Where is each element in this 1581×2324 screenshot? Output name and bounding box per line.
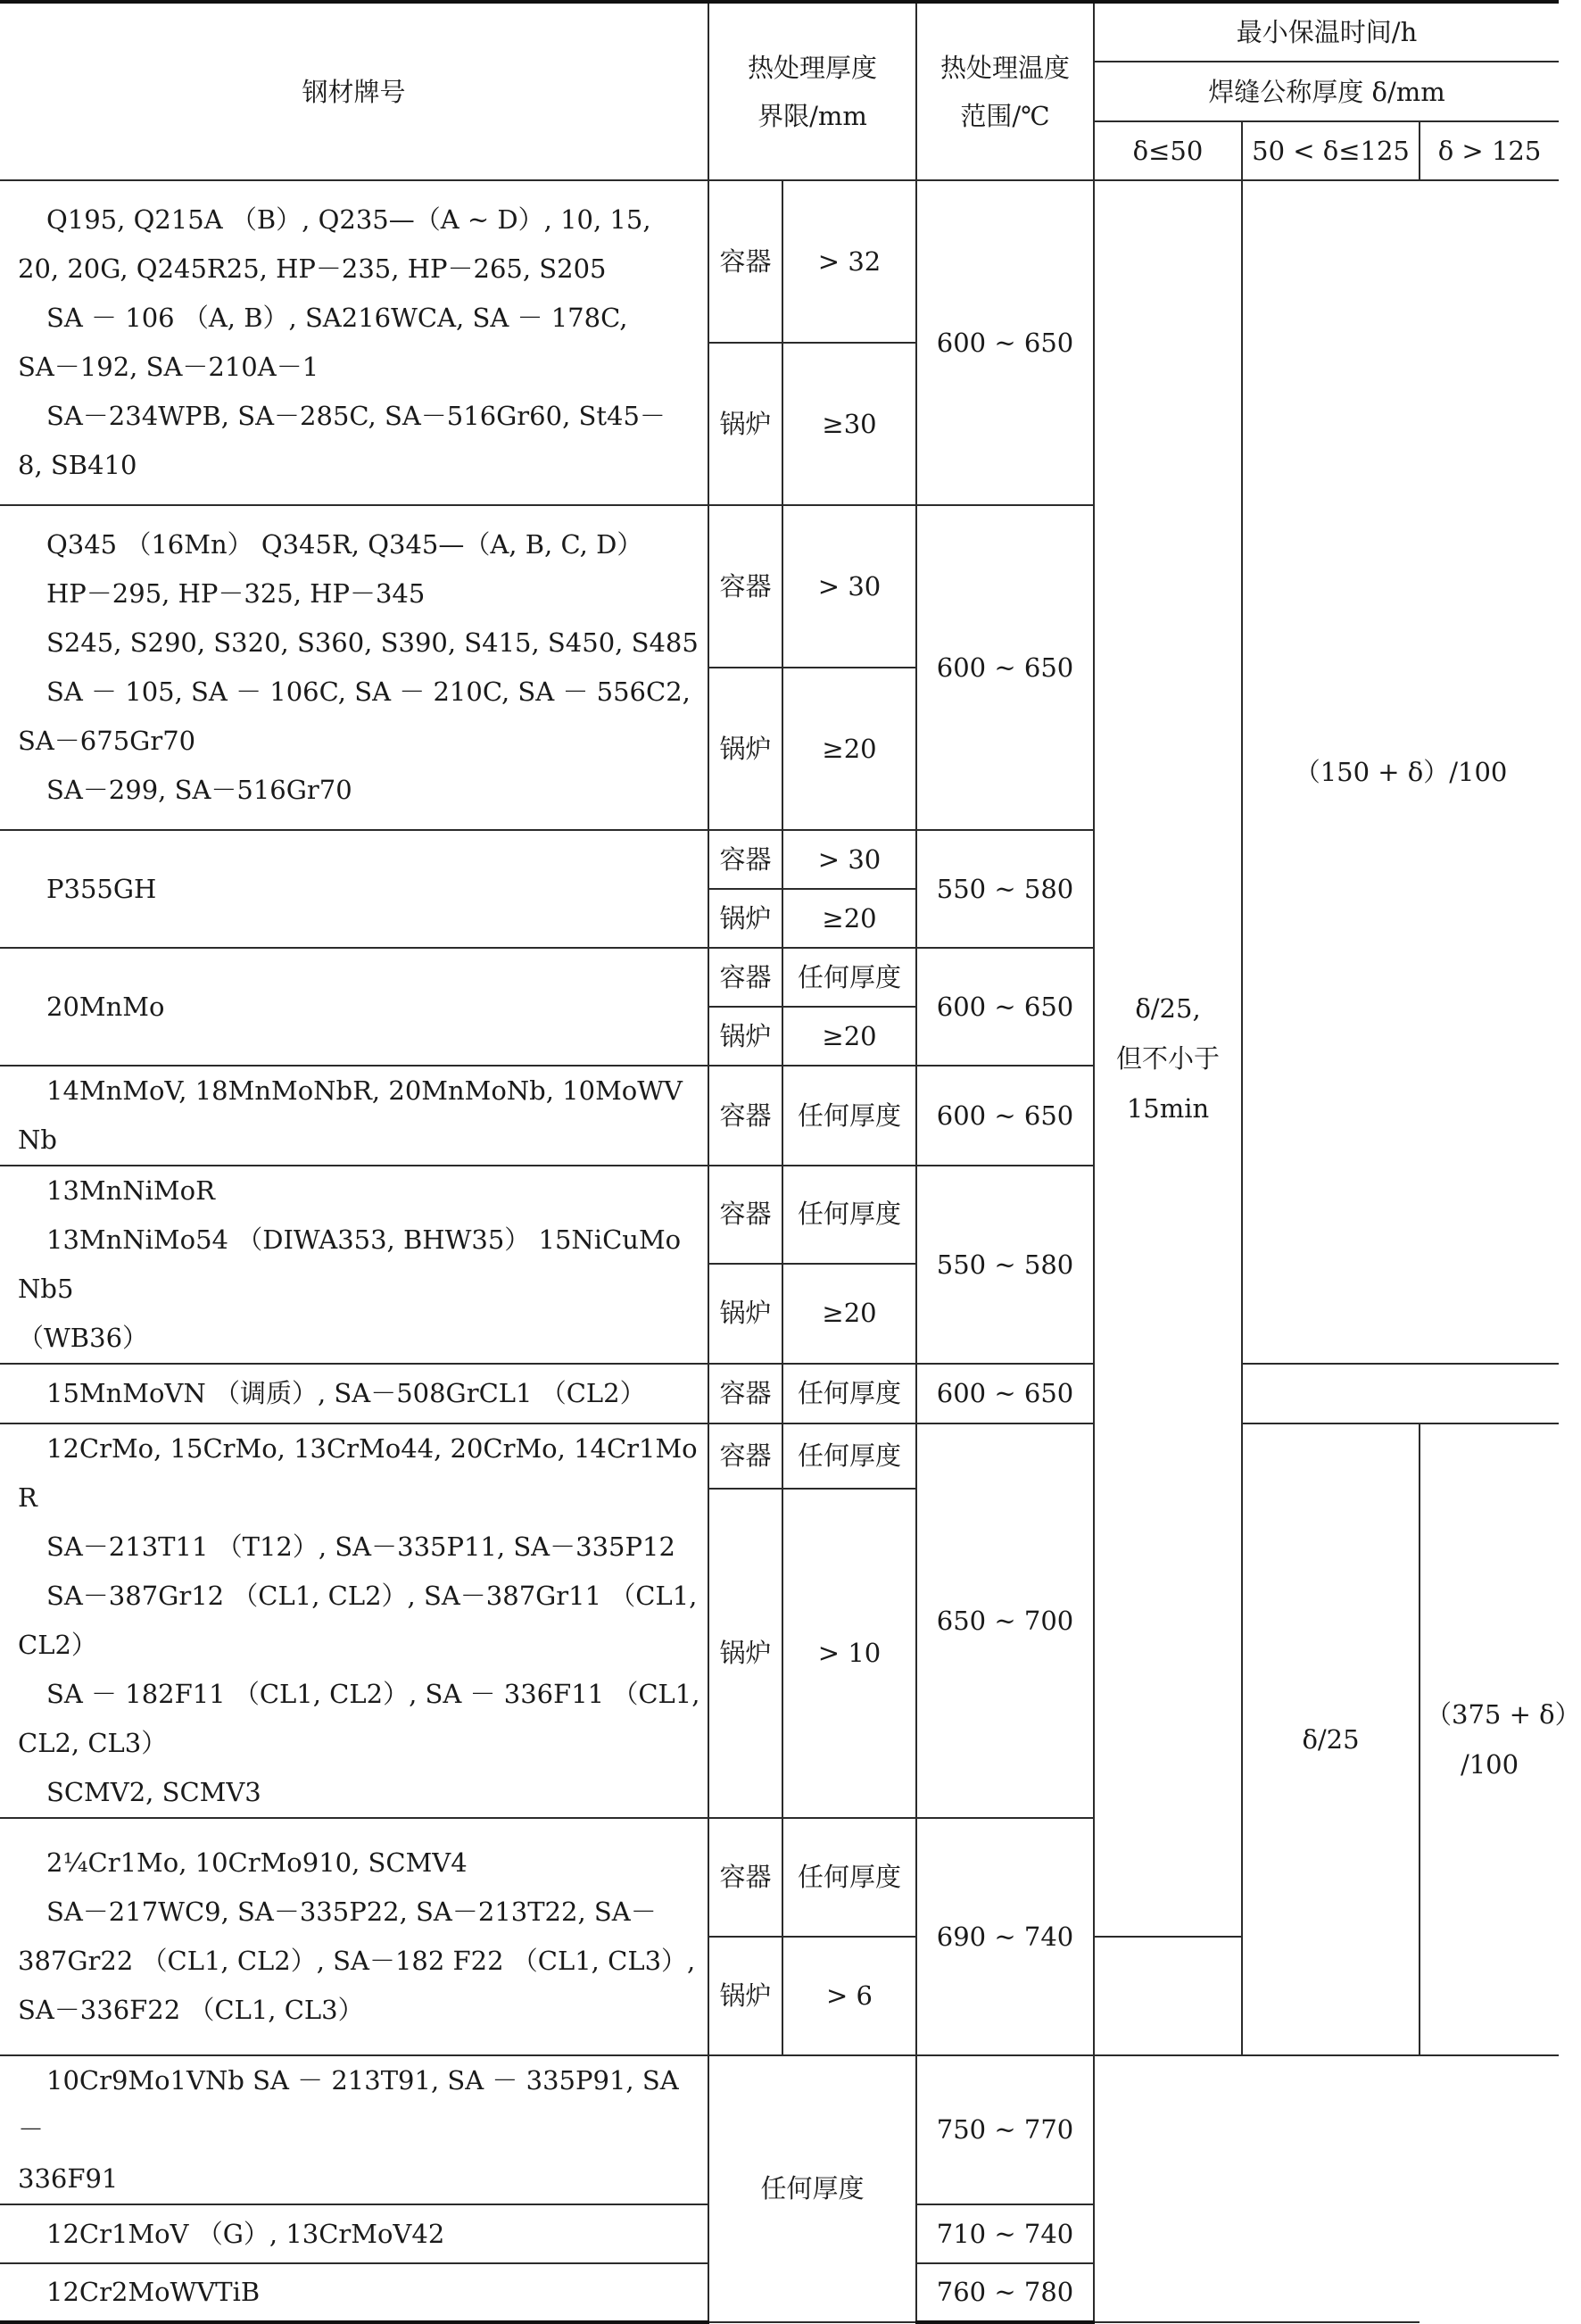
header-col-50-125: 50 < δ≤125	[1242, 121, 1420, 180]
any-thickness-merged: 任何厚度	[708, 2055, 916, 2322]
grade-line: 10Cr9Mo1VNb SA － 213T91, SA － 335P91, SA －	[18, 2065, 679, 2145]
vessel-limit: 任何厚度	[782, 1423, 916, 1489]
header-col-gt125: δ > 125	[1420, 121, 1559, 180]
temp-range-5: 600 ~ 650	[916, 1066, 1094, 1166]
boiler-label: 锅炉	[708, 1264, 782, 1364]
boiler-label: 锅炉	[708, 343, 782, 505]
grade-line: 12CrMo, 15CrMo, 13CrMo44, 20CrMo, 14Cr1MoR	[18, 1433, 698, 1513]
grade-line: SA－675Gr70	[18, 726, 196, 756]
hold-time-group1: （150 + δ）/100	[1242, 180, 1559, 1364]
temp-range-1: 600 ~ 650	[916, 180, 1094, 505]
grade-cell-1	[0, 180, 708, 505]
grade-line: 12Cr1MoV （G）, 13CrMoV42	[46, 2218, 445, 2249]
header-col-le50: δ≤50	[1094, 121, 1242, 180]
grade-line: SA－299, SA－516Gr70	[46, 775, 352, 805]
grade-line: 8, SB410	[18, 450, 137, 480]
temp-range-2: 600 ~ 650	[916, 505, 1094, 830]
grade-cell-12	[0, 2263, 708, 2322]
hold-le50-line1: δ/25,	[1135, 993, 1201, 1024]
grade-line: 20, 20G, Q245R25, HP－235, HP－265, S205	[18, 253, 607, 284]
grade-line: 13MnNiMoR	[46, 1175, 215, 1206]
grade-line: （WB36）	[18, 1323, 149, 1353]
grade-line: Q195, Q215A （B）, Q235—（A ~ D）, 10, 15,	[46, 204, 651, 235]
grade-cell-3	[0, 830, 708, 948]
grade-line: SA－234WPB, SA－285C, SA－516Gr60, St45－	[46, 401, 666, 431]
grade-line: SA－336F22 （CL1, CL3）	[18, 1995, 364, 2025]
header-temp-line2: 范围/℃	[960, 100, 1050, 131]
grade-cell-5	[0, 1066, 708, 1166]
grade-line: CL2, CL3）	[18, 1728, 168, 1758]
vessel-label: 容器	[708, 948, 782, 1007]
vessel-label: 容器	[708, 830, 782, 889]
grade-line: SCMV2, SCMV3	[46, 1777, 261, 1807]
grade-line: Q345 （16Mn） Q345R, Q345—（A, B, C, D）	[46, 529, 643, 560]
header-thickness-line2: 界限/mm	[757, 100, 867, 131]
boiler-label: 锅炉	[708, 1007, 782, 1066]
boiler-limit: ≥20	[782, 1264, 916, 1364]
vessel-limit: 任何厚度	[782, 1818, 916, 1937]
grade-line: HP－295, HP－325, HP－345	[46, 578, 426, 609]
boiler-limit: ≥20	[782, 1007, 916, 1066]
grade-line: SA－217WC9, SA－335P22, SA－213T22, SA－	[46, 1897, 657, 1927]
grade-cell-4	[0, 948, 708, 1066]
hold-time-le50	[1094, 180, 1242, 1937]
grade-line: 14MnMoV, 18MnMoNbR, 20MnMoNb, 10MoWVNb	[18, 1075, 683, 1155]
header-thickness-limit	[708, 2, 916, 180]
boiler-limit: > 10	[782, 1489, 916, 1818]
hold-le50-line2: 但不小于	[1116, 1043, 1221, 1074]
vessel-label: 容器	[708, 180, 782, 343]
grade-line: 2¼Cr1Mo, 10CrMo910, SCMV4	[46, 1847, 468, 1878]
boiler-label: 锅炉	[708, 668, 782, 830]
grade-line: 13MnNiMo54 （DIWA353, BHW35） 15NiCuMoNb5	[18, 1224, 682, 1304]
grade-cell-9	[0, 1818, 708, 2055]
hold-time-bottom-right	[1094, 2055, 1420, 2322]
grade-line: SA － 106 （A, B）, SA216WCA, SA － 178C,	[46, 303, 628, 333]
boiler-limit: ≥30	[782, 343, 916, 505]
temp-range-3: 550 ~ 580	[916, 830, 1094, 948]
vessel-label: 容器	[708, 1364, 782, 1423]
temp-range-4: 600 ~ 650	[916, 948, 1094, 1066]
boiler-label: 锅炉	[708, 1937, 782, 2055]
grade-line: CL2）	[18, 1630, 97, 1660]
hold-time-group2-50-125: δ/25	[1242, 1423, 1420, 2055]
vessel-limit: 任何厚度	[782, 1364, 916, 1423]
temp-range-6: 550 ~ 580	[916, 1166, 1094, 1364]
hold-le50-line3: 15min	[1126, 1093, 1210, 1124]
grade-line: 20MnMo	[46, 991, 165, 1022]
vessel-limit: > 30	[782, 505, 916, 668]
grade-line: SA － 105, SA － 106C, SA － 210C, SA － 556C2,	[46, 676, 691, 707]
vessel-label: 容器	[708, 1166, 782, 1264]
vessel-label: 容器	[708, 1818, 782, 1937]
vessel-label: 容器	[708, 505, 782, 668]
grade-line: SA－213T11 （T12）, SA－335P11, SA－335P12	[46, 1531, 675, 1562]
boiler-limit: ≥20	[782, 668, 916, 830]
header-grade: 钢材牌号	[0, 2, 708, 180]
boiler-label: 锅炉	[708, 889, 782, 948]
grade-cell-8	[0, 1423, 708, 1818]
temp-range-7: 600 ~ 650	[916, 1364, 1094, 1423]
grade-cell-2	[0, 505, 708, 830]
grade-line: 336F91	[18, 2163, 119, 2194]
header-thickness-line1: 热处理厚度	[748, 52, 878, 83]
temp-range-9: 690 ~ 740	[916, 1818, 1094, 2055]
grade-line: S245, S290, S320, S360, S390, S415, S450, S485	[46, 627, 699, 658]
hold-time-group2-gt125	[1420, 1423, 1581, 2055]
hold-gt125-line2: /100	[1460, 1749, 1519, 1780]
header-temp-line1: 热处理温度	[940, 52, 1071, 83]
vessel-limit: 任何厚度	[782, 948, 916, 1007]
boiler-limit: ≥20	[782, 889, 916, 948]
grade-cell-7	[0, 1364, 708, 1423]
hold-gt125-line1: （375 + δ）	[1426, 1699, 1581, 1730]
grade-line: 15MnMoVN （调质）, SA－508GrCL1 （CL2）	[46, 1378, 646, 1408]
grade-line: SA － 182F11 （CL1, CL2）, SA － 336F11 （CL1,	[46, 1679, 700, 1709]
header-weld-thickness: 焊缝公称厚度 δ/mm	[1094, 62, 1559, 121]
grade-line: SA－387Gr12 （CL1, CL2）, SA－387Gr11 （CL1,	[46, 1581, 698, 1611]
vessel-label: 容器	[708, 1423, 782, 1489]
temp-range-11: 710 ~ 740	[916, 2204, 1094, 2263]
temp-range-12: 760 ~ 780	[916, 2263, 1094, 2322]
header-temp-range	[916, 2, 1094, 180]
vessel-limit: > 30	[782, 830, 916, 889]
grade-line: 12Cr2MoWVTiB	[46, 2277, 261, 2307]
boiler-label: 锅炉	[708, 1489, 782, 1818]
grade-cell-6	[0, 1166, 708, 1364]
grade-cell-11	[0, 2204, 708, 2263]
vessel-limit: > 32	[782, 180, 916, 343]
grade-line: P355GH	[46, 873, 157, 904]
temp-range-10: 750 ~ 770	[916, 2055, 1094, 2204]
vessel-label: 容器	[708, 1066, 782, 1166]
vessel-limit: 任何厚度	[782, 1066, 916, 1166]
grade-line: 387Gr22 （CL1, CL2）, SA－182 F22 （CL1, CL3）,	[18, 1946, 696, 1976]
header-min-hold-time: 最小保温时间/h	[1094, 2, 1559, 62]
grade-line: SA－192, SA－210A－1	[18, 352, 319, 382]
vessel-limit: 任何厚度	[782, 1166, 916, 1264]
grade-cell-10	[0, 2055, 708, 2204]
boiler-limit: > 6	[782, 1937, 916, 2055]
temp-range-8: 650 ~ 700	[916, 1423, 1094, 1818]
